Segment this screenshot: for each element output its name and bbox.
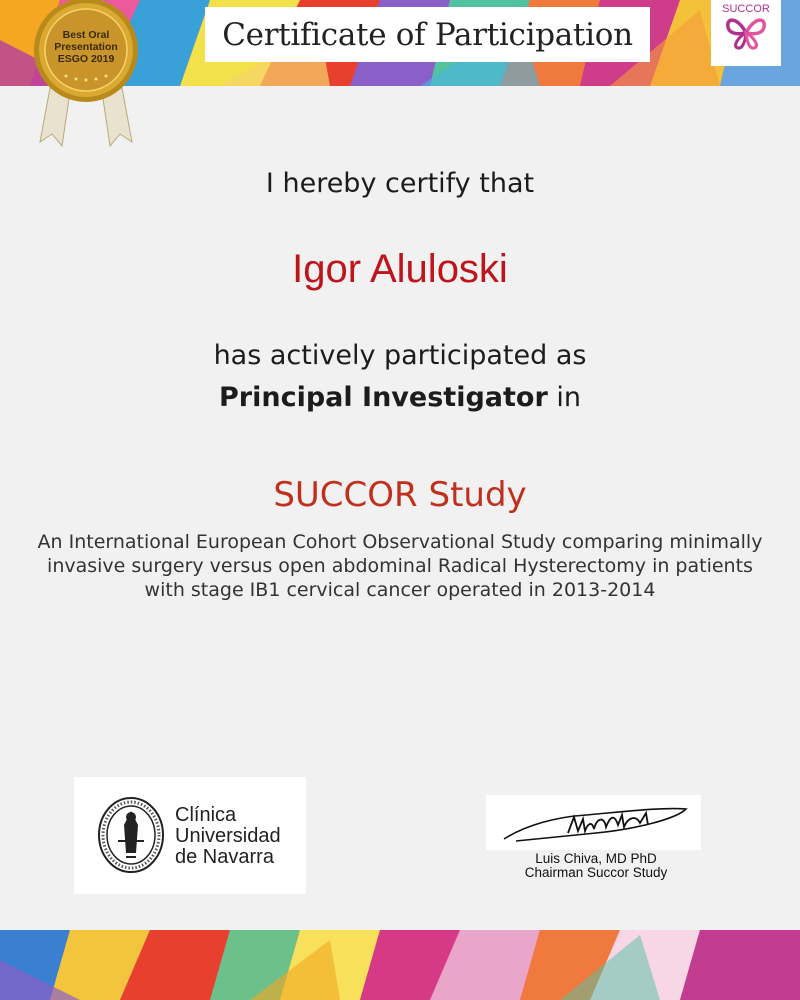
- butterfly-icon: [724, 15, 768, 51]
- study-description-line: An International European Cohort Observational Study comparing minimally: [37, 531, 763, 553]
- participation-text: has actively participated as: [213, 340, 587, 371]
- medal-line-2: Presentation: [54, 41, 118, 53]
- certify-intro: I hereby certify that: [265, 168, 535, 199]
- study-description: [0, 530, 800, 602]
- bottom-decorative-band: [0, 930, 800, 1000]
- university-name-line: de Navarra: [175, 846, 274, 868]
- role-suffix: in: [547, 382, 581, 413]
- succor-logo-text: SUCCOR: [722, 3, 770, 15]
- medal-line-3: ESGO 2019: [57, 53, 115, 65]
- study-name: SUCCOR Study: [273, 475, 527, 515]
- medal-line-1: Best Oral: [62, 29, 110, 41]
- participant-name: Igor Aluloski: [292, 247, 508, 291]
- signatory-title: Chairman Succor Study: [524, 865, 668, 880]
- role-line: [0, 382, 800, 413]
- study-description-line: with stage IB1 cervical cancer operated in 2013-2014: [144, 579, 656, 601]
- succor-logo: [711, 0, 781, 66]
- signatory-block: [486, 852, 706, 880]
- university-name: [175, 805, 281, 868]
- university-logo: [74, 777, 306, 894]
- study-description-line: invasive surgery versus open abdominal Radical Hysterectomy in patients: [47, 555, 753, 577]
- handwritten-signature: [486, 795, 701, 850]
- signature-box: [486, 795, 701, 850]
- certificate-title: Certificate of Participation: [222, 16, 633, 53]
- signatory-name: Luis Chiva, MD PhD: [535, 851, 657, 866]
- award-medal: [22, 0, 152, 150]
- university-name-line: Universidad: [175, 825, 281, 847]
- university-seal-icon: [96, 795, 166, 875]
- university-name-line: Clínica: [175, 804, 237, 826]
- certificate-title-box: [205, 7, 650, 62]
- role: Principal Investigator: [219, 382, 548, 413]
